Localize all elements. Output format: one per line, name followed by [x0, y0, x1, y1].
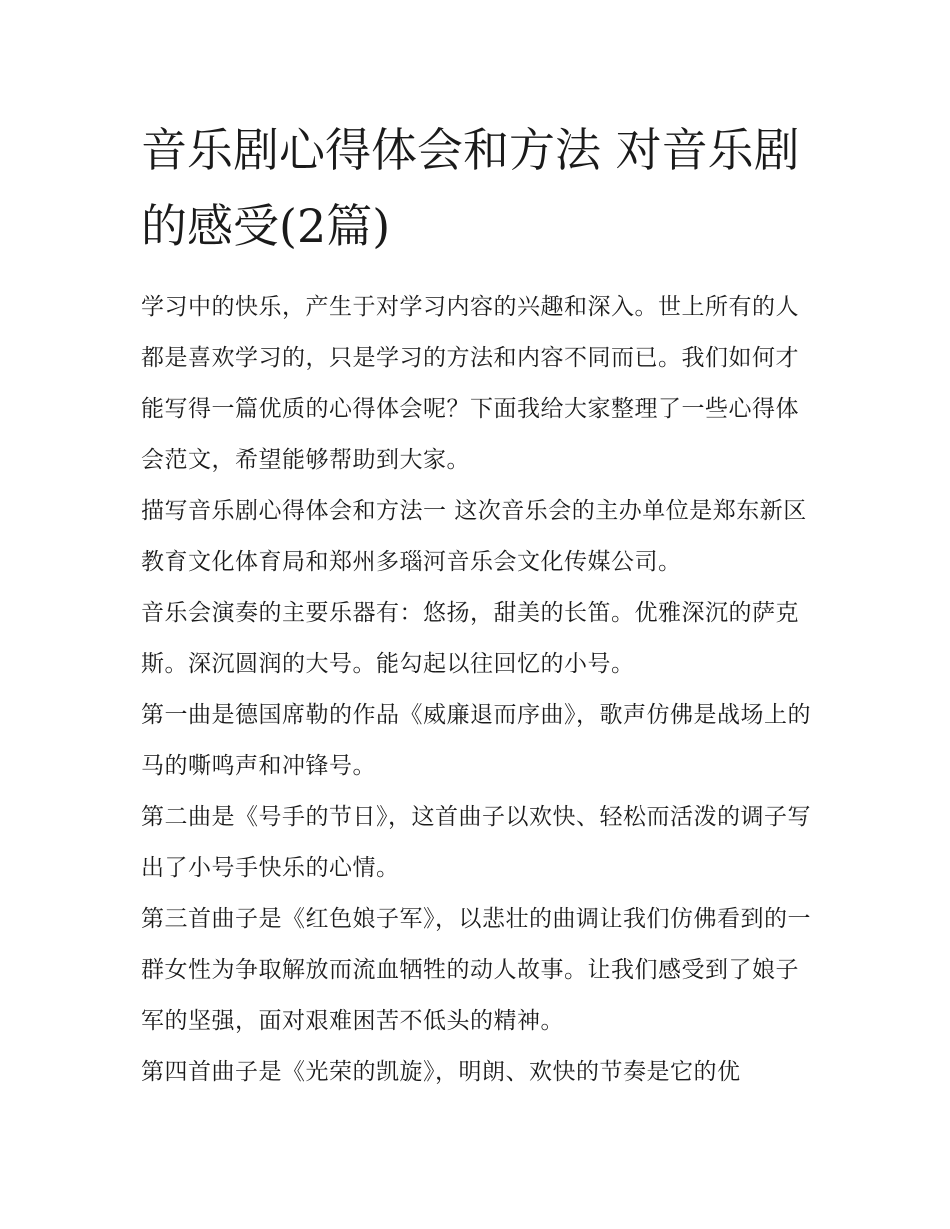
paragraph-third-piece: 第三首曲子是《红色娘子军》，以悲壮的曲调让我们仿佛看到的一群女性为争取解放而流血牺牲的动人故事。让我们感受到了娘子军的坚强，面对艰难困苦不低头的精神。 — [141, 906, 811, 1034]
document-page — [141, 112, 816, 1098]
document-title: 音乐剧心得体会和方法 对音乐剧的感受(2篇) — [141, 123, 800, 253]
paragraph-first-piece: 第一曲是德国席勒的作品《威廉退而序曲》，歌声仿佛是战场上的马的嘶鸣声和冲锋号。 — [141, 702, 811, 779]
document-body — [141, 282, 816, 1098]
paragraph-organizer: 描写音乐剧心得体会和方法一 这次音乐会的主办单位是郑东新区教育文化体育局和郑州多瑙河音乐会文化传媒公司。 — [141, 498, 807, 575]
paragraph-second-piece: 第二曲是《号手的节日》，这首曲子以欢快、轻松而活泼的调子写出了小号手快乐的心情。 — [141, 804, 811, 881]
paragraph-instruments: 音乐会演奏的主要乐器有：悠扬，甜美的长笛。优雅深沉的萨克斯。深沉圆润的大号。能勾起以往回忆的小号。 — [141, 600, 799, 677]
paragraph-fourth-piece: 第四首曲子是《光荣的凯旋》，明朗、欢快的节奏是它的优 — [141, 1059, 741, 1085]
paragraph-intro: 学习中的快乐，产生于对学习内容的兴趣和深入。世上所有的人都是喜欢学习的，只是学习的方法和内容不同而已。我们如何才能写得一篇优质的心得体会呢？下面我给大家整理了一些心得体会范文，希望能够帮助到大家。 — [141, 294, 799, 473]
